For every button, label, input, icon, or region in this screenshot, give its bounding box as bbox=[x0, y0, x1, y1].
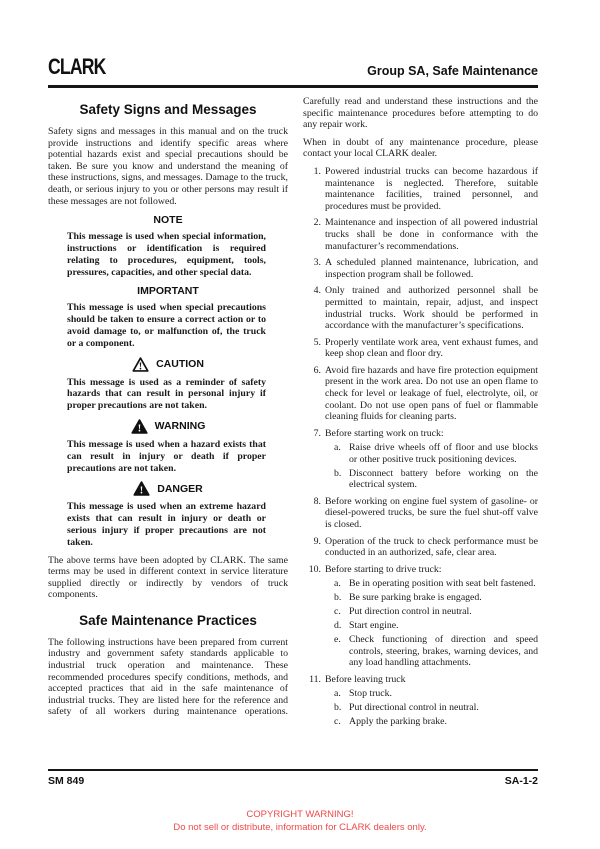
notice-heading bbox=[48, 285, 288, 297]
footer-page-number: SA-1-2 bbox=[504, 775, 538, 787]
sub-item-text: Stop truck. bbox=[349, 688, 392, 700]
list-item-number: 2. bbox=[313, 217, 321, 229]
list-item bbox=[303, 337, 538, 360]
notice-heading bbox=[48, 481, 288, 496]
notice-text: This message is used when a hazard exists that can result in injury or death if proper precautions are not taken. bbox=[67, 438, 266, 474]
sub-item-text: Be in operating position with seat belt fastened. bbox=[349, 577, 536, 589]
list-item-number: 6. bbox=[313, 364, 321, 376]
notice-block bbox=[48, 481, 288, 548]
sub-item-text: Put direction control in neutral. bbox=[349, 606, 472, 618]
sub-list-item bbox=[334, 606, 538, 618]
sub-list-item bbox=[334, 442, 538, 465]
notice-label: WARNING bbox=[154, 420, 206, 433]
sub-item-letter: b. bbox=[334, 591, 342, 603]
list-item bbox=[303, 674, 538, 728]
svg-text:!: ! bbox=[138, 361, 143, 372]
list-item-text: Before leaving truck bbox=[325, 674, 406, 686]
sub-list-item bbox=[334, 702, 538, 714]
list-item-number: 1. bbox=[313, 165, 321, 177]
page-header bbox=[48, 56, 538, 78]
notice-block bbox=[48, 285, 288, 349]
footer-manual-number: SM 849 bbox=[48, 775, 85, 787]
sub-item-letter: c. bbox=[334, 606, 341, 618]
notice-text: This message is used when special precautions should be taken to ensure a correct action or to avoid damage to, or malfunction of, the truck or a component. bbox=[67, 302, 266, 349]
notice-heading bbox=[48, 214, 288, 226]
list-item-text: Before starting to drive truck: bbox=[325, 563, 442, 575]
intro-paragraph: Safety signs and messages in this manual and on the truck provide instructions and identify specific areas where potential hazards exist and special precautions should be taken. Be sure you know and understand the meaning of these instructions, signs, and messages. Damage to the truck, death, or serious injury to you or other persons may result if these messages are not followed. bbox=[48, 126, 288, 207]
list-item bbox=[303, 564, 538, 669]
notice-heading bbox=[48, 357, 288, 372]
sub-item-letter: c. bbox=[334, 716, 341, 728]
sub-list-item bbox=[334, 716, 538, 728]
list-item bbox=[303, 496, 538, 531]
list-item-number: 9. bbox=[313, 535, 321, 547]
list-item-number: 4. bbox=[313, 285, 321, 297]
left-column bbox=[48, 96, 288, 733]
svg-text:!: ! bbox=[140, 485, 144, 497]
svg-text:!: ! bbox=[137, 423, 141, 434]
footer-rule bbox=[48, 769, 538, 771]
list-item-text: Avoid fire hazards and have fire protection equipment present in the work area. Do not use an open flame to check for level or leakage of fuel, electrolyte, oil, or coolant. Do not use open pans of fuel or flammable cleaning fluids for cleaning parts. bbox=[325, 364, 538, 423]
sub-item-text: Put directional control in neutral. bbox=[349, 702, 479, 714]
list-item-number: 3. bbox=[313, 257, 321, 269]
list-item-number: 7. bbox=[313, 427, 321, 439]
sub-list-item bbox=[334, 592, 538, 604]
notice-label: IMPORTANT bbox=[137, 285, 199, 298]
maintenance-practices-list bbox=[303, 166, 538, 728]
notice-text: This message is used as a reminder of safety hazards that can result in personal injury if proper precautions are not taken. bbox=[67, 376, 266, 412]
notice-text: This message is used when an extreme hazard exists that can result in injury or death or serious injury if proper precautions are not taken. bbox=[67, 501, 266, 548]
notice-heading bbox=[48, 419, 288, 434]
list-item bbox=[303, 217, 538, 252]
sub-item-list bbox=[325, 688, 538, 728]
sub-item-text: Apply the parking brake. bbox=[349, 716, 447, 728]
warning-triangle-icon bbox=[131, 419, 148, 434]
list-item bbox=[303, 257, 538, 280]
notice-list bbox=[48, 214, 288, 548]
list-item-text: Powered industrial trucks can become hazardous if maintenance is neglected. Therefore, suitable maintenance facilities, trained personnel, and procedures must be provided. bbox=[325, 165, 538, 212]
sub-item-list bbox=[325, 578, 538, 669]
sub-list-item bbox=[334, 468, 538, 491]
sub-item-list bbox=[325, 442, 538, 491]
sub-item-letter: d. bbox=[334, 620, 342, 632]
notice-text: This message is used when special information, instructions or identification is required relating to procedures, equipment, tools, pressures, capacities, and other special data. bbox=[67, 231, 266, 278]
list-item-number: 5. bbox=[313, 336, 321, 348]
sub-item-letter: b. bbox=[334, 702, 342, 714]
right-column bbox=[303, 96, 538, 733]
sub-item-letter: a. bbox=[334, 577, 341, 589]
sub-list-item bbox=[334, 578, 538, 590]
sub-list-item bbox=[334, 620, 538, 632]
list-item-number: 11. bbox=[309, 674, 321, 686]
copyright-warning bbox=[0, 809, 600, 834]
copyright-warning-line1: COPYRIGHT WARNING! bbox=[246, 809, 354, 820]
list-item bbox=[303, 428, 538, 491]
page-body bbox=[48, 96, 538, 733]
page-footer bbox=[48, 775, 538, 787]
notice-block bbox=[48, 357, 288, 412]
notice-label: NOTE bbox=[153, 214, 183, 227]
sub-item-letter: e. bbox=[334, 634, 341, 646]
contact-dealer-paragraph: When in doubt of any maintenance procedure, please contact your local CLARK dealer. bbox=[303, 136, 538, 160]
list-item-text: Only trained and authorized personnel shall be permitted to maintain, repair, adjust, and inspect industrial trucks. Work should be performed in accordance with the manufacturer’s specifications. bbox=[325, 285, 538, 332]
list-item-text: Operation of the truck to check performance must be conducted in an authorized, safe, clear area. bbox=[325, 535, 538, 559]
list-item-text: Maintenance and inspection of all powered industrial trucks shall be done in conformance with the manufacturer’s recommendations. bbox=[325, 217, 538, 252]
sub-item-text: Be sure parking brake is engaged. bbox=[349, 591, 482, 603]
clark-logo: CLARK bbox=[48, 54, 106, 79]
sub-item-text: Disconnect battery before working on the electrical system. bbox=[349, 467, 538, 491]
heading-safe-maintenance-practices: Safe Maintenance Practices bbox=[79, 612, 257, 628]
list-item-text: A scheduled planned maintenance, lubrication, and inspection program shall be followed. bbox=[325, 257, 538, 280]
notice-block bbox=[48, 214, 288, 278]
danger-triangle-icon bbox=[133, 481, 150, 496]
sub-list-item bbox=[334, 634, 538, 669]
read-instructions-paragraph: Carefully read and understand these instructions and the specific maintenance procedures before attempting to do any repair work. bbox=[303, 96, 538, 131]
sub-list-item bbox=[334, 688, 538, 700]
list-item bbox=[303, 285, 538, 331]
list-item bbox=[303, 365, 538, 423]
list-item-text: Properly ventilate work area, vent exhaust fumes, and keep shop clean and floor dry. bbox=[325, 336, 538, 360]
sub-item-letter: b. bbox=[334, 467, 342, 479]
sub-item-text: Start engine. bbox=[349, 620, 399, 632]
notice-label: CAUTION bbox=[156, 358, 204, 371]
list-item bbox=[303, 536, 538, 559]
list-item-text: Before starting work on truck: bbox=[325, 427, 444, 439]
list-item-number: 10. bbox=[308, 563, 321, 575]
caution-triangle-icon bbox=[132, 357, 149, 372]
heading-safety-signs-and-messages: Safety Signs and Messages bbox=[79, 102, 257, 117]
sub-item-text: Check functioning of direction and speed controls, steering, brakes, warning devices, and any load handling attachments. bbox=[349, 634, 538, 669]
header-group-title: Group SA, Safe Maintenance bbox=[367, 64, 538, 78]
practices-paragraph: The following instructions have been prepared from current industry and government safety standards applicable to industrial truck operation and maintenance. These recommended procedures specify conditions, methods, and accepted practices that aid in the safe maintenance of industrial trucks. They are listed here for the reference and safety of all workers during maintenance operations. bbox=[48, 636, 288, 718]
list-item-number: 8. bbox=[313, 495, 321, 507]
sub-item-text: Raise drive wheels off of floor and use blocks or other positive truck positioning devices. bbox=[349, 441, 538, 465]
list-item bbox=[303, 166, 538, 212]
sub-item-letter: a. bbox=[334, 688, 341, 700]
notice-block bbox=[48, 419, 288, 474]
terms-paragraph: The above terms have been adopted by CLARK. The same terms may be used in different context in service literature supplied directly or indirectly by vendors of truck components. bbox=[48, 554, 288, 601]
copyright-warning-line2: Do not sell or distribute, information for CLARK dealers only. bbox=[173, 821, 427, 833]
header-rule bbox=[48, 85, 538, 88]
notice-label: DANGER bbox=[157, 482, 203, 495]
list-item-text: Before working on engine fuel system of gasoline- or diesel-powered trucks, be sure the fuel shut-off valve is closed. bbox=[325, 495, 538, 530]
sub-item-letter: a. bbox=[334, 441, 341, 453]
